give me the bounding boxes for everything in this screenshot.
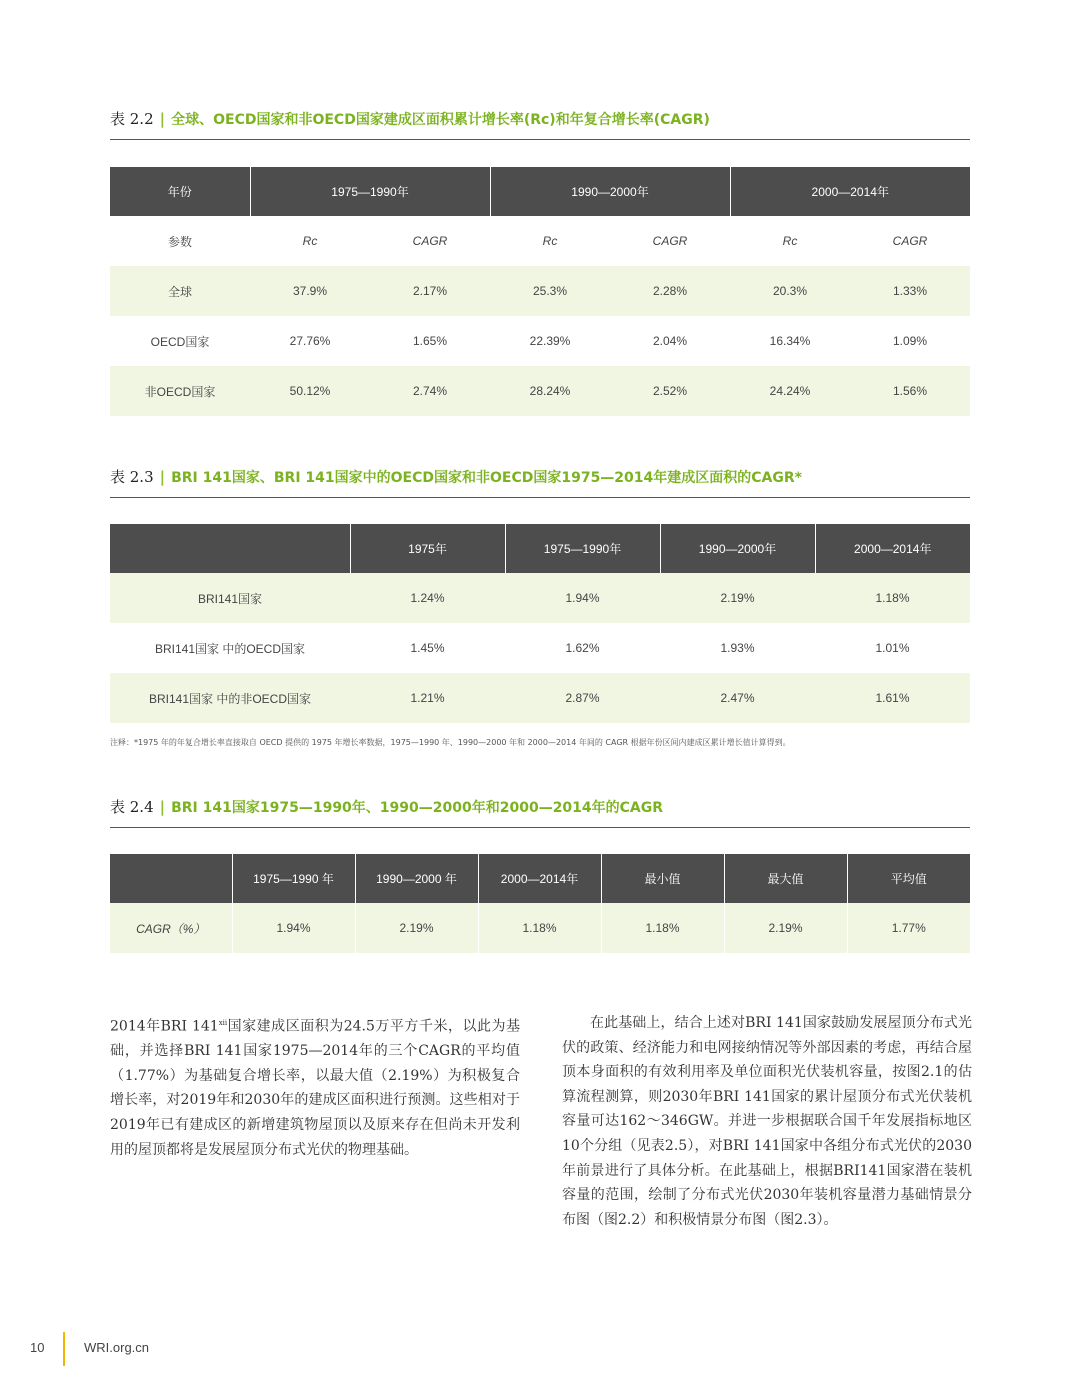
body-text: 国家建成区面积为24.5万平方千米，以此为基础，并选择BRI 141国家1975—2014年的三个CAGR的平均值（1.77%）为基础复合增长率，以最大值（2.19%）为积极复合增长率，对2019年和2030年的建成区面积进行预测。这些相对于2019年已有建成区的新增建筑物屋顶以及原来存在但尚未开发利用的屋顶都将是发展屋顶分布式光伏的物理基础。 [110, 1018, 521, 1158]
header-cell: 最大值 [724, 854, 847, 903]
table-cell: 1.24% [350, 573, 505, 623]
table-cell: 2.19% [660, 573, 815, 623]
table-cell: 22.39% [529, 334, 571, 348]
header-cell: 1975—1990年 [250, 167, 490, 216]
table-cell: 2.52% [610, 366, 730, 416]
body-paragraph: 在此基础上，结合上述对BRI 141国家鼓励发展屋顶分布式光伏的政策、经济能力和电网接纳情况等外部因素的考虑，再结合屋顶本身面积的有效利用率及单位面积光伏装机容量，按图2.1的估算流程测算，则2030年BRI 141国家的累计屋顶分布式光伏装机容量可达162～346GW。并进一步根据联合国千年发展指标地区10个分组（见表2.5），对BRI 141国家中各组分布式光伏的2030年前景进行了具体分析。在此基础上，根据BRI141国家潜在装机容量的范围，绘制了分布式光伏2030年装机容量潜力基础情景分布图（图2.2）和积极情景分布图（图2.3）。 [562, 1015, 972, 1228]
header-cell [110, 854, 232, 903]
table-row [110, 623, 970, 673]
row-label: BRI141国家 [110, 573, 350, 623]
table-cell: 16.34% [769, 334, 811, 348]
header-cell: 2000—2014年 [478, 854, 601, 903]
row-label: OECD国家 [150, 334, 210, 349]
header-cell: 1975年 [350, 524, 505, 573]
param-cell: CAGR [892, 234, 928, 248]
table-cell: 24.24% [730, 366, 850, 416]
body-right-column [562, 1011, 972, 1232]
table-cell: 25.3% [490, 266, 610, 316]
header-cell: 1975—1990 年 [232, 854, 355, 903]
header-cell: 年份 [110, 167, 250, 216]
header-cell: 1990—2000年 [660, 524, 815, 573]
body-paragraph [110, 1011, 520, 1162]
row-label: BRI141国家 中的非OECD国家 [110, 673, 350, 723]
table-row [110, 673, 970, 723]
param-label: 参数 [167, 234, 192, 249]
table-cell: 1.94% [505, 573, 660, 623]
header-cell: 1975—1990年 [505, 524, 660, 573]
header-cell: 1990—2000年 [490, 167, 730, 216]
table-cell: 20.3% [730, 266, 850, 316]
table-cell: 1.45% [410, 641, 445, 655]
table-header-row [110, 524, 970, 573]
body-text: 2014年BRI 141 [110, 1018, 219, 1035]
table-cell: 1.62% [565, 641, 600, 655]
table-cell: 50.12% [250, 366, 370, 416]
table-param-row [110, 216, 970, 266]
table-2-2 [110, 167, 970, 416]
table-cell: 2.19% [355, 903, 478, 953]
table-cell: 2.17% [370, 266, 490, 316]
table-2-2-caption: 表 2.2 | 全球、OECD国家和非OECD国家建成区面积累计增长率(Rc)和年复合增长率(CAGR) [110, 108, 970, 140]
table-number: 表 2.3 [110, 468, 154, 486]
param-cell: CAGR [412, 234, 448, 248]
table-cell: 2.04% [652, 334, 688, 348]
table-header-row [110, 167, 970, 216]
table-number: 表 2.4 [110, 798, 154, 816]
table-cell: 1.61% [815, 673, 970, 723]
header-cell: 1990—2000 年 [355, 854, 478, 903]
table-cell: 1.01% [875, 641, 910, 655]
table-cell: 1.56% [850, 366, 970, 416]
table-cell: 2.28% [610, 266, 730, 316]
table-2-3 [110, 524, 970, 723]
table-cell: 1.18% [478, 903, 601, 953]
table-cell: 1.33% [850, 266, 970, 316]
table-cell: 2.19% [724, 903, 847, 953]
table-cell: 2.47% [660, 673, 815, 723]
param-cell: Rc [302, 234, 318, 248]
table-cell: 1.65% [412, 334, 448, 348]
table-2-3-caption: 表 2.3 | BRI 141国家、BRI 141国家中的OECD国家和非OECD国家1975—2014年建成区面积的CAGR* [110, 466, 970, 498]
footer-divider [63, 1332, 65, 1366]
table-cell: 1.18% [601, 903, 724, 953]
param-cell: Rc [542, 234, 558, 248]
header-cell: 最小值 [601, 854, 724, 903]
header-cell: 2000—2014年 [815, 524, 970, 573]
table-cell: 1.18% [815, 573, 970, 623]
table-cell: 37.9% [250, 266, 370, 316]
row-label: 全球 [110, 266, 250, 316]
table-row [110, 366, 970, 416]
table-cell: 1.77% [847, 903, 970, 953]
table-title: BRI 141国家、BRI 141国家中的OECD国家和非OECD国家1975—2014年建成区面积的CAGR* [171, 470, 802, 486]
row-label: CAGR（%） [110, 903, 232, 953]
table-cell: 1.94% [232, 903, 355, 953]
table-cell: 2.74% [370, 366, 490, 416]
table-cell: 27.76% [289, 334, 331, 348]
table-cell: 2.87% [505, 673, 660, 723]
table-title: 全球、OECD国家和非OECD国家建成区面积累计增长率(Rc)和年复合增长率(CAGR) [171, 112, 710, 128]
table-note: 注释：*1975 年的年复合增长率直接取自 OECD 提供的 1975 年增长率数据，1975—1990 年、1990—2000 年和 2000—2014 年间的 CAGR 根据年份区间内建成区累计增长值计算得到。 [110, 738, 791, 747]
table-2-4-caption: 表 2.4 | BRI 141国家1975—1990年、1990—2000年和2000—2014年的CAGR [110, 796, 970, 828]
table-cell: 28.24% [490, 366, 610, 416]
footnote-ref: xii [218, 1019, 228, 1027]
table-row [110, 266, 970, 316]
page-number: 10 [30, 1340, 45, 1355]
footer-website: WRI.org.cn [84, 1340, 150, 1355]
table-number: 表 2.2 [110, 110, 154, 128]
table-title: BRI 141国家1975—1990年、1990—2000年和2000—2014年的CAGR [171, 800, 664, 816]
param-cell: CAGR [652, 234, 688, 248]
header-cell: 平均值 [847, 854, 970, 903]
row-label: 非OECD国家 [110, 366, 250, 416]
header-cell [110, 524, 350, 573]
header-cell: 2000—2014年 [730, 167, 970, 216]
table-header-row [110, 854, 970, 903]
body-left-column [110, 1011, 520, 1162]
table-cell: 1.93% [720, 641, 755, 655]
table-row [110, 903, 970, 953]
table-row [110, 573, 970, 623]
table-2-4 [110, 854, 970, 953]
row-label: BRI141国家 中的OECD国家 [154, 641, 306, 656]
table-cell: 1.09% [892, 334, 928, 348]
param-cell: Rc [782, 234, 798, 248]
table-cell: 1.21% [350, 673, 505, 723]
table-row [110, 316, 970, 366]
